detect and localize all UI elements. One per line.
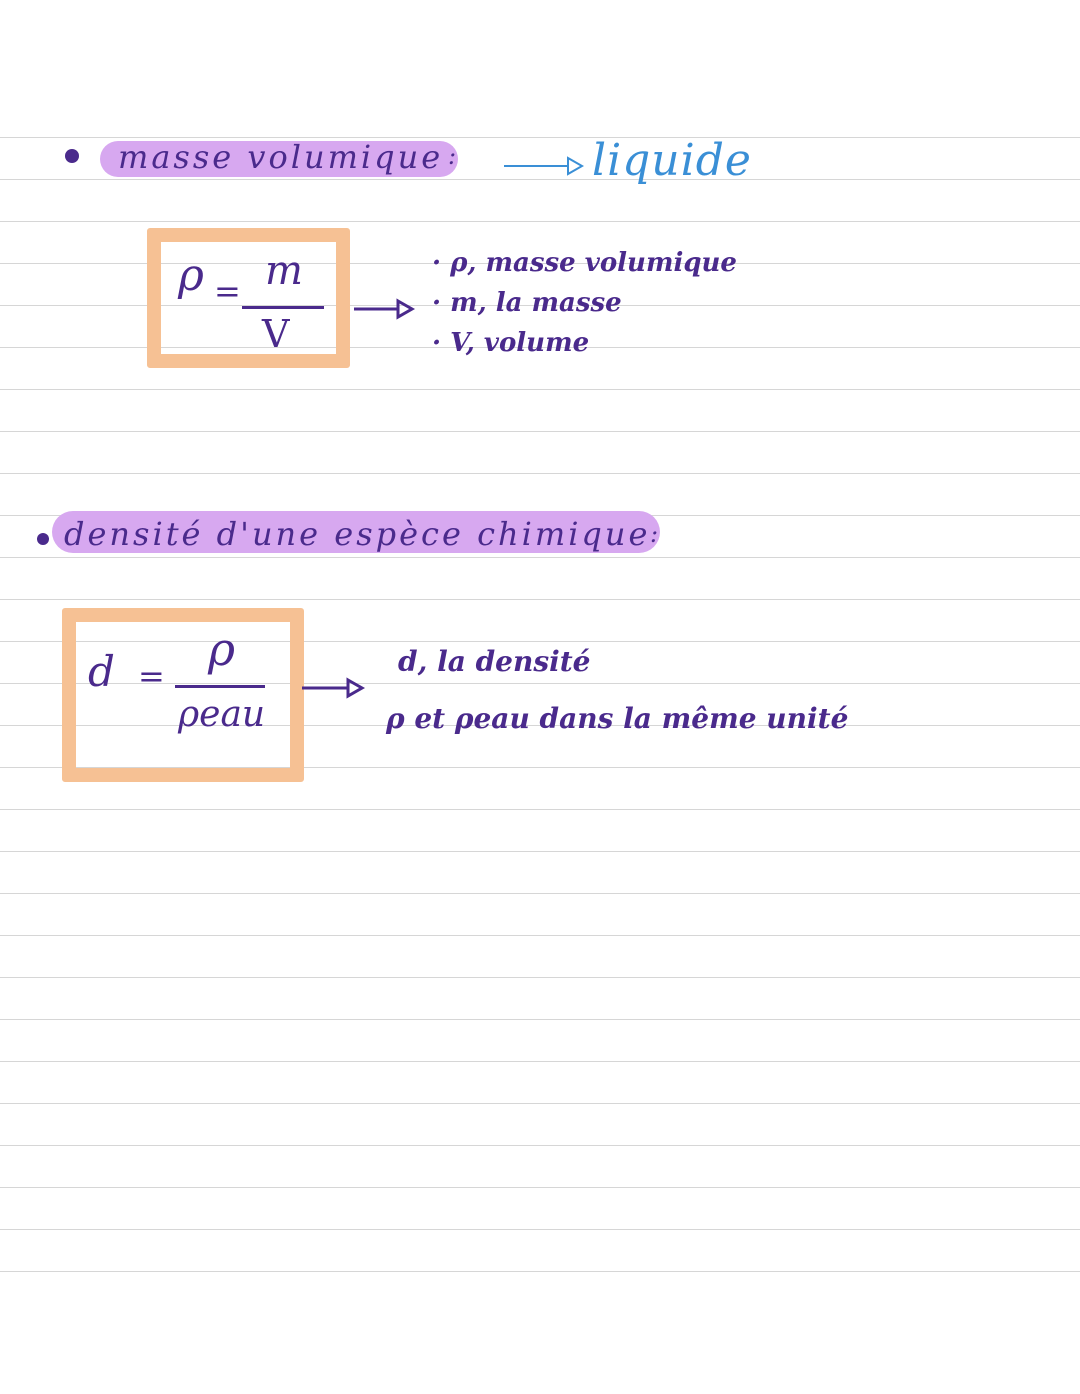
formula-equals: = — [138, 657, 165, 695]
formula-denominator: ρeau — [178, 694, 266, 735]
section-heading: masse volumique — [118, 138, 444, 176]
arrow-icon — [352, 298, 416, 320]
legend-item: d, la densité — [398, 645, 591, 678]
fraction-bar — [242, 306, 324, 309]
fraction-bar — [175, 685, 265, 688]
legend-item: · m, la masse — [432, 288, 622, 318]
heading-colon: : — [448, 142, 457, 170]
legend-item: · V, volume — [432, 328, 590, 358]
formula-lhs: ρ — [178, 250, 204, 301]
arrow-icon — [300, 676, 370, 700]
formula-denominator: V — [262, 312, 290, 356]
bullet-point — [65, 149, 79, 163]
section-heading: densité d'une espèce chimique — [64, 515, 651, 553]
formula-lhs: d — [88, 647, 115, 696]
formula-numerator: ρ — [208, 622, 236, 676]
formula-equals: = — [214, 272, 241, 310]
bullet-point — [37, 533, 49, 545]
legend-item: · ρ, masse volumique — [432, 248, 737, 278]
legend-item: ρ et ρeau dans la même unité — [386, 702, 849, 735]
formula-numerator: m — [265, 248, 303, 294]
heading-colon: : — [650, 520, 659, 548]
aside-label: liquide — [592, 135, 752, 186]
arrow-icon — [502, 155, 588, 177]
